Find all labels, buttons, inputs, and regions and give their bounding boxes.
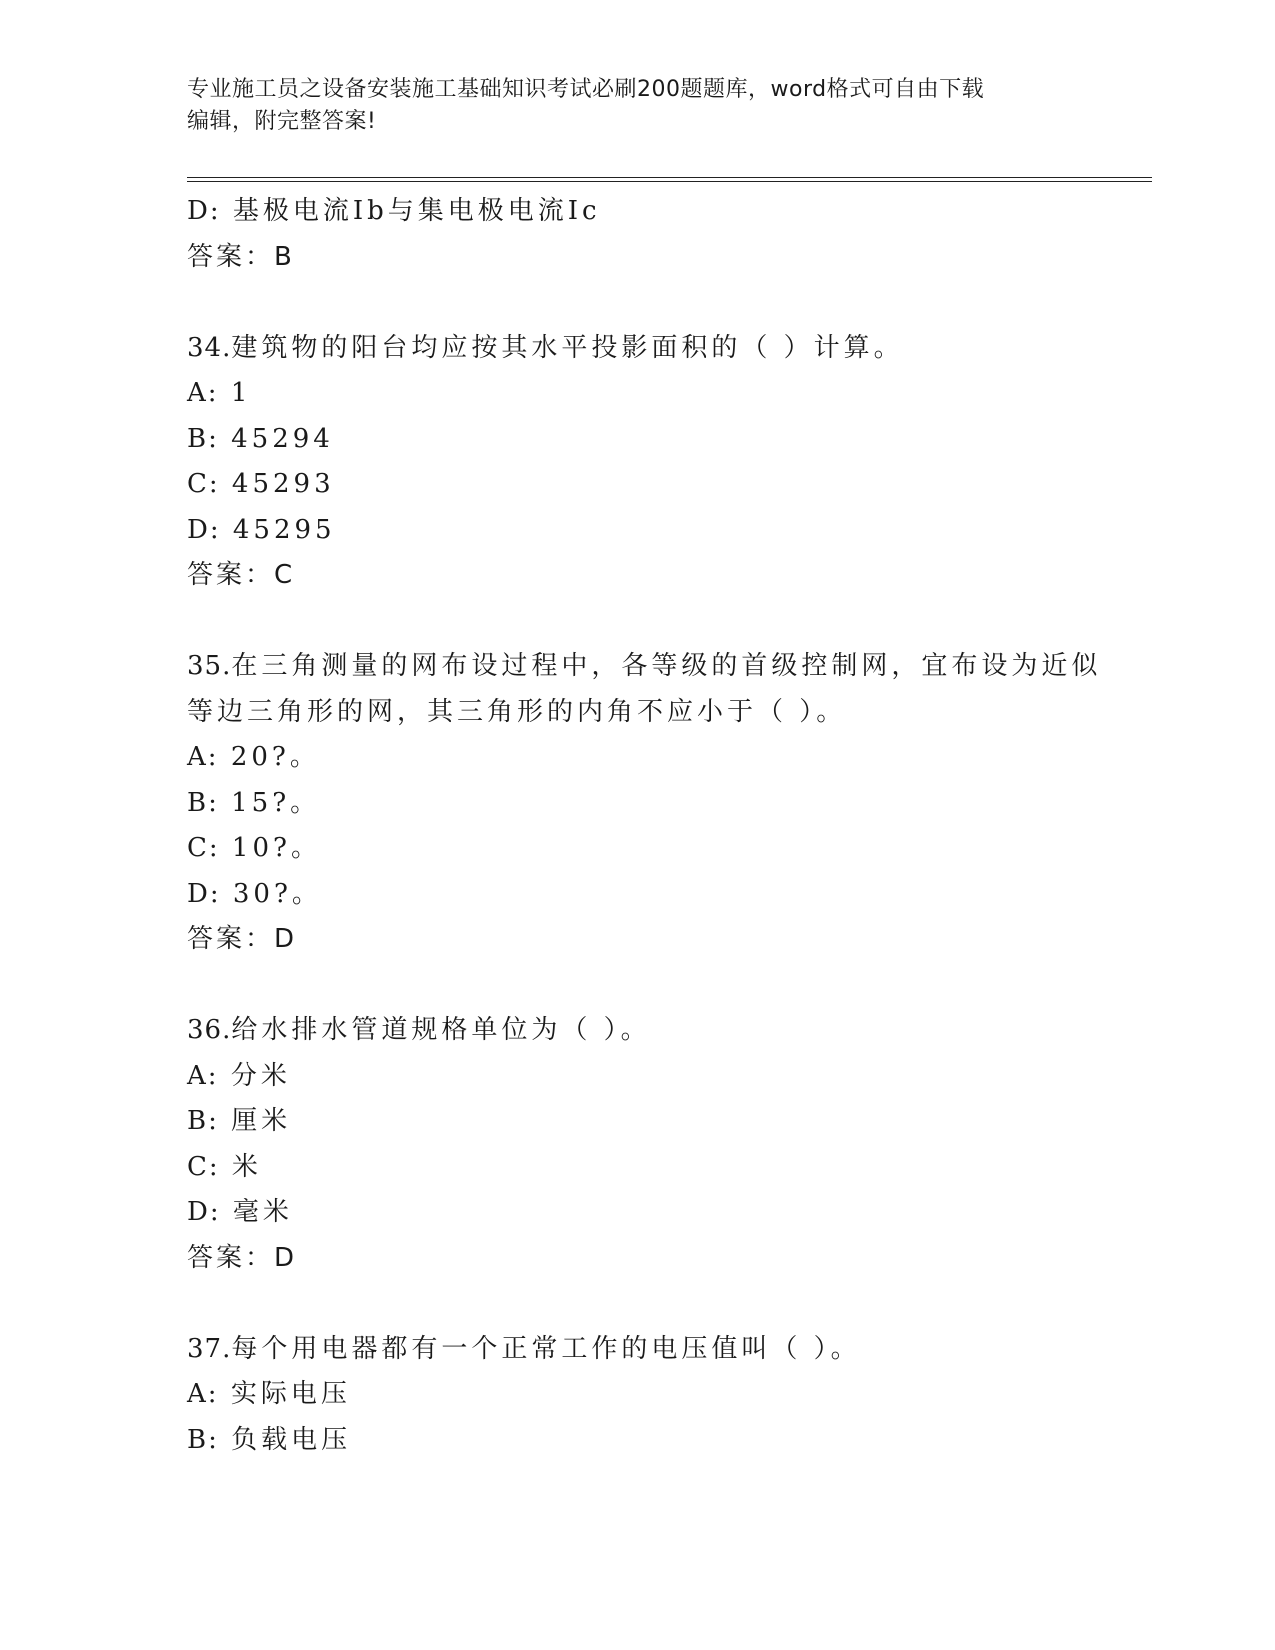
option-label: D:: [187, 1197, 221, 1227]
option-label: A:: [187, 378, 219, 408]
spacer: [187, 1281, 1087, 1327]
question-text-line-1: 在三角测量的网布设过程中，各等级的首级控制网，宜布设为近似: [231, 651, 1102, 681]
option-row: [187, 1099, 1087, 1145]
option-row: [187, 189, 1087, 235]
question-text: 建筑物的阳台均应按其水平投影面积的（ ）计算。: [231, 332, 904, 363]
answer-line: 答案：D: [187, 924, 298, 954]
option-text: 1: [230, 378, 252, 408]
option-row: [187, 462, 1087, 508]
option-label: C:: [187, 469, 220, 499]
question-number: 36.: [187, 1015, 232, 1045]
document-header: [187, 74, 1067, 138]
option-label: A:: [187, 742, 219, 772]
option-row: [187, 735, 1087, 781]
option-label: A:: [187, 1060, 219, 1091]
option-text: 15?。: [231, 787, 321, 818]
spacer: [187, 963, 1087, 1009]
option-row: [187, 508, 1087, 554]
option-text: 实际电压: [230, 1379, 351, 1409]
option-label: D:: [187, 514, 221, 545]
option-label: B:: [187, 423, 219, 454]
question-text: 给水排水管道规格单位为（ ）。: [231, 1015, 651, 1045]
option-text: 20?。: [230, 742, 320, 772]
option-text: 米: [231, 1151, 262, 1182]
document-body: [187, 189, 1102, 1463]
question-text: 每个用电器都有一个正常工作的电压值叫（ ）。: [231, 1333, 861, 1364]
option-row: [187, 1418, 1087, 1464]
option-row: [187, 1145, 1087, 1191]
option-text: 45295: [232, 514, 336, 545]
option-label: B:: [187, 1424, 219, 1455]
question-number: 37.: [187, 1333, 232, 1364]
option-text: 30?。: [232, 878, 322, 909]
option-text: 10?。: [231, 833, 321, 863]
header-double-rule: [187, 177, 1152, 182]
spacer: [187, 599, 1087, 645]
question-text-line-2: 等边三角形的网，其三角形的内角不应小于（ ）。: [187, 696, 847, 727]
option-text: 45294: [231, 423, 334, 454]
option-row: [187, 781, 1087, 827]
option-row: [187, 417, 1087, 463]
answer-line: 答案：C: [187, 560, 296, 590]
option-label: A:: [187, 1379, 219, 1409]
option-text: 毫米: [232, 1197, 293, 1227]
option-text: 负载电压: [231, 1424, 352, 1455]
option-label: C:: [187, 833, 220, 863]
option-label: D:: [187, 878, 221, 909]
option-label: D:: [187, 196, 221, 226]
option-label: C:: [187, 1151, 220, 1182]
option-label: B:: [187, 1106, 219, 1136]
option-text: 基极电流Ib与集电极电流Ic: [232, 196, 601, 226]
header-title-line-2: 编辑，附完整答案!: [187, 109, 377, 134]
question-stem: [187, 1327, 1087, 1373]
option-row: [187, 1372, 1087, 1418]
option-row: [187, 826, 1087, 872]
option-text: 厘米: [231, 1106, 292, 1136]
question-number: 35.: [187, 651, 232, 681]
option-row: [187, 1190, 1087, 1236]
option-text: 45293: [231, 469, 335, 499]
spacer: [187, 280, 1087, 326]
question-stem: [187, 644, 1102, 690]
question-number: 34.: [187, 332, 232, 363]
answer-line: 答案：D: [187, 1242, 298, 1273]
option-label: B:: [187, 787, 219, 818]
header-title-line-1: 专业施工员之设备安装施工基础知识考试必刷200题题库，word格式可自由下载: [187, 77, 985, 102]
option-row: [187, 1054, 1087, 1100]
option-text: 分米: [230, 1060, 291, 1091]
question-stem: [187, 1008, 1087, 1054]
answer-line: 答案：B: [187, 241, 295, 272]
option-row: [187, 872, 1087, 918]
question-stem: [187, 326, 1087, 372]
option-row: [187, 371, 1087, 417]
